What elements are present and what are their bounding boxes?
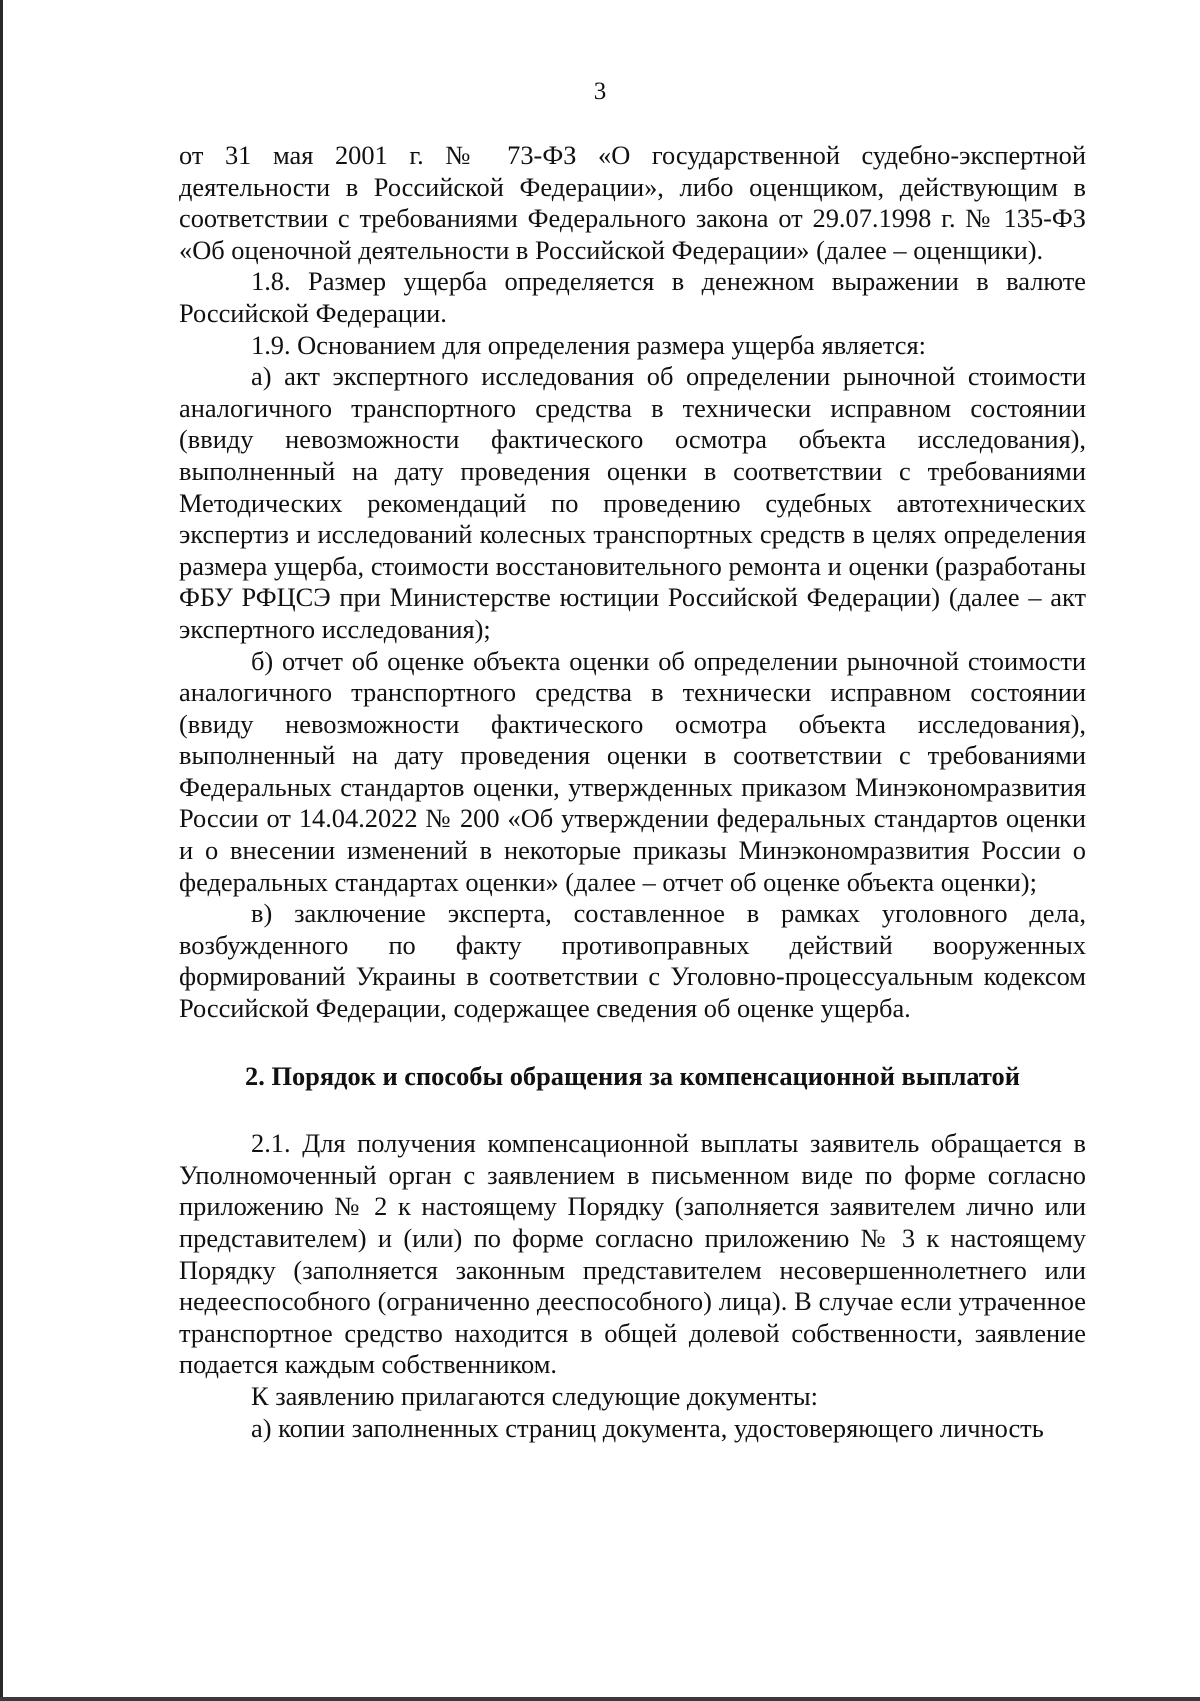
page-number: 3 — [593, 78, 607, 105]
document-body — [179, 140, 1086, 1444]
scan-edge-left — [0, 0, 3, 1701]
paragraph-1-9-v: в) заключение эксперта, составленное в рамках уголовного дела, возбужденного по факту противоправных действий вооруженных формирований Украины в соответствии с Уголовно-процессуальным кодексом Российской Федерации, содержащее сведения об оценке ущерба. — [179, 898, 1086, 1024]
scan-edge-bottom — [0, 1697, 1200, 1701]
paragraph-1-8: 1.8. Размер ущерба определяется в денежном выражении в валюте Российской Федерации. — [179, 266, 1086, 328]
paragraph-continuation: от 31 мая 2001 г. № 73-ФЗ «О государственной судебно-экспертной деятельности в Российской Федерации», либо оценщиком, действующим в соответствии с требованиями Федерального закона от 29.07.1998 г. № 135-ФЗ «Об оценочной деятельности в Российской Федерации» (далее – оценщики). — [179, 140, 1086, 265]
paragraph-2-1: 2.1. Для получения компенсационной выплаты заявитель обращается в Уполномоченный орган с заявлением в письменном виде по форме согласно приложению № 2 к настоящему Порядку (заполняется заявителем лично или представителем) и (или) по форме согласно приложению № 3 к настоящему Порядку (заполняется законным представителем несовершеннолетнего или недееспособного (ограниченно дееспособного) лица). В случае если утраченное транспортное средство находится в общей долевой собственности, заявление подается каждым собственником. — [179, 1128, 1086, 1380]
paragraph-2-1-documents: К заявлению прилагаются следующие документы: — [251, 1380, 818, 1411]
section-heading-2: 2. Порядок и способы обращения за компенсационной выплатой — [245, 1060, 1020, 1091]
paragraph-1-9: 1.9. Основанием для определения размера ущерба является: — [251, 329, 926, 360]
paragraph-2-1-a: а) копии заполненных страниц документа, удостоверяющего личность — [251, 1412, 1044, 1443]
paragraph-1-9-b: б) отчет об оценке объекта оценки об определении рыночной стоимости аналогичного транспортного средства в технически исправном состоянии (ввиду невозможности фактического осмотра объекта исследования), выполненный на дату проведения оценки в соответствии с требованиями Федеральных стандартов оценки, утвержденных приказом Минэкономразвития России от 14.04.2022 № 200 «Об утверждении федеральных стандартов оценки и о внесении изменений в некоторые приказы Минэкономразвития России о федеральных стандартах оценки» (далее – отчет об оценке объекта оценки); — [179, 645, 1086, 897]
paragraph-1-9-a: а) акт экспертного исследования об определении рыночной стоимости аналогичного транспортного средства в технически исправном состоянии (ввиду невозможности фактического осмотра объекта исследования), выполненный на дату проведения оценки в соответствии с требованиями Методических рекомендаций по проведению судебных автотехнических экспертиз и исследований колесных транспортных средств в целях определения размера ущерба, стоимости восстановительного ремонта и оценки (разработаны ФБУ РФЦСЭ при Министерстве юстиции Российской Федерации) (далее – акт экспертного исследования); — [179, 361, 1086, 644]
